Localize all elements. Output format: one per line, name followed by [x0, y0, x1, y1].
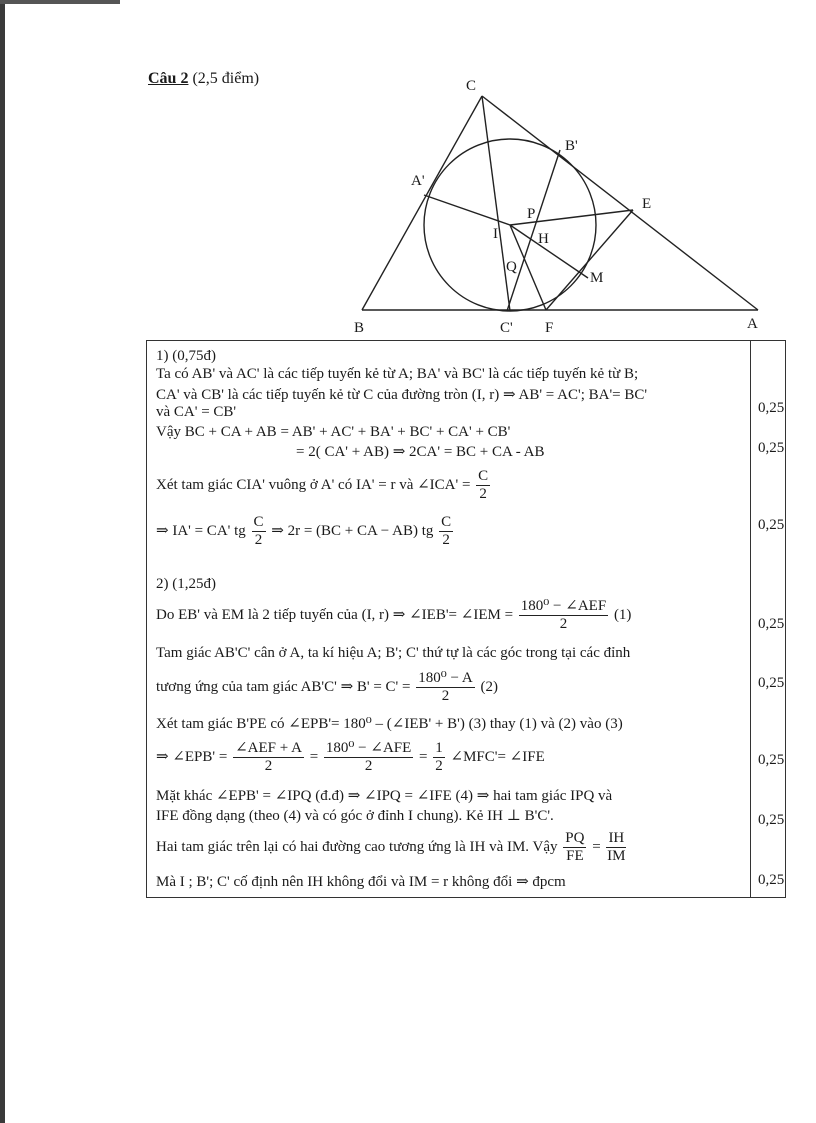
equals-sign: =: [309, 748, 319, 765]
part2-line5: [156, 740, 545, 775]
part2-line3: [156, 670, 498, 705]
points-column-divider: [750, 340, 751, 897]
score-point: 0,25: [758, 872, 785, 888]
part1-line5: = 2( CA' + AB) ⇒ 2CA' = BC + CA - AB: [296, 444, 545, 460]
side-ca: [482, 96, 758, 310]
fraction-180-minus-afe: [324, 740, 413, 775]
fraction-denominator: 2: [364, 758, 373, 774]
part1-line6-text: Xét tam giác CIA' vuông ở A' có IA' = r và ∠ICA' =: [156, 476, 471, 493]
fraction-c-over-2: [439, 514, 453, 549]
part2-line9: Mà I ; B'; C' cố định nên IH không đổi và IM = r không đổi ⇒ đpcm: [156, 874, 566, 890]
fraction-numerator: C: [478, 468, 489, 484]
part2-header: 2) (1,25đ): [156, 576, 216, 592]
fraction-ih-im: [606, 830, 626, 865]
part1-line3: và CA' = CB': [156, 404, 237, 420]
equals-sign: =: [592, 838, 601, 855]
part1-line7: [156, 514, 455, 549]
fraction-aef-plus-a: [233, 740, 304, 775]
part2-line3-text: tương ứng của tam giác AB'C' ⇒ B' = C' =: [156, 678, 411, 695]
part2-line1: [156, 598, 631, 633]
fraction-numerator: 180⁰ − ∠AEF: [520, 598, 607, 614]
score-point: 0,25: [758, 616, 785, 632]
part2-line5-text: ⇒ ∠EPB' =: [156, 748, 228, 765]
label-m: M: [590, 270, 604, 286]
equation-ref: (1): [613, 606, 632, 623]
part2-line7: IFE đồng dạng (theo (4) và có góc ở đỉnh I chung). Kẻ IH ⊥ B'C'.: [156, 808, 554, 824]
fraction-denominator: 2: [264, 758, 273, 774]
part1-line1: Ta có AB' và AC' là các tiếp tuyến kẻ từ A; BA' và BC' là các tiếp tuyến kẻ từ B;: [156, 366, 639, 382]
fraction-denominator: 2: [479, 486, 487, 502]
fraction-denominator: 2: [441, 688, 450, 704]
segment-c-c1: [482, 96, 510, 311]
geometry-figure: [340, 60, 780, 340]
fraction-denominator: 2: [442, 532, 450, 548]
fraction-pq-fe: [563, 830, 586, 865]
equation-ref: (2): [480, 678, 498, 695]
label-a1: A': [411, 173, 425, 189]
fraction-c-over-2: [252, 514, 266, 549]
fraction-denominator: FE: [566, 848, 584, 864]
part2-line8: [156, 830, 628, 865]
score-point: 0,25: [758, 517, 785, 533]
fraction-denominator: IM: [607, 848, 626, 864]
score-point: 0,25: [758, 440, 785, 456]
score-point: 0,25: [758, 752, 785, 768]
label-h: H: [538, 231, 549, 247]
part2-line8-text: Hai tam giác trên lại có hai đường cao tương ứng là IH và IM. Vậy: [156, 838, 558, 855]
fraction-numerator: PQ: [565, 830, 585, 846]
label-p: P: [527, 206, 536, 222]
scan-top-mark: [0, 0, 120, 4]
fraction-numerator: 180⁰ − A: [418, 670, 473, 686]
fraction-numerator: IH: [608, 830, 625, 846]
part2-line6: Mặt khác ∠EPB' = ∠IPQ (đ.đ) ⇒ ∠IPQ = ∠IFE (4) ⇒ hai tam giác IPQ và: [156, 788, 613, 804]
part2-line1-text: Do EB' và EM là 2 tiếp tuyến của (I, r) ⇒ ∠IEB'= ∠IEM =: [156, 606, 514, 623]
part1-line2: CA' và CB' là các tiếp tuyến kẻ từ C của đường tròn (I, r) ⇒ AB' = AC'; BA'= BC': [156, 387, 648, 403]
fraction-angle-aef: [519, 598, 608, 633]
fraction-numerator: 180⁰ − ∠AFE: [325, 740, 412, 756]
part2-line4: Xét tam giác B'PE có ∠EPB'= 180⁰ – (∠IEB' + B') (3) thay (1) và (2) vào (3): [156, 716, 623, 732]
question-heading: [148, 70, 259, 88]
label-b1: B': [565, 138, 578, 154]
scan-edge: [0, 0, 5, 1123]
score-point: 0,25: [758, 812, 785, 828]
label-a: A: [747, 316, 758, 332]
part2-line2: Tam giác AB'C' cân ở A, ta kí hiệu A; B'; C' thứ tự là các góc trong tại các đỉnh: [156, 645, 631, 661]
label-e: E: [642, 196, 652, 212]
fraction-c-over-2: [476, 468, 490, 503]
part1-header: 1) (0,75đ): [156, 348, 216, 364]
label-q: Q: [506, 259, 517, 275]
label-c1: C': [500, 320, 513, 336]
fraction-numerator: C: [441, 514, 452, 530]
question-title: Câu 2: [148, 70, 189, 87]
fraction-numerator: C: [253, 514, 264, 530]
fraction-numerator: ∠AEF + A: [235, 740, 302, 756]
score-point: 0,25: [758, 675, 785, 691]
part1-line6: [156, 468, 492, 503]
fraction-180-minus-a: [416, 670, 474, 705]
part1-line7-text-b: ⇒ 2r = (BC + CA − AB) tg: [271, 522, 434, 539]
question-points: (2,5 điểm): [192, 70, 260, 87]
side-cb: [362, 96, 482, 310]
segment-b1-c1: [507, 150, 560, 311]
equals-sign: =: [419, 748, 428, 765]
fraction-denominator: 2: [254, 532, 263, 548]
fraction-denominator: 2: [559, 616, 568, 632]
label-i: I: [493, 226, 498, 242]
fraction-one-half: [433, 740, 445, 775]
part1-line7-text-a: ⇒ IA' = CA' tg: [156, 522, 246, 539]
label-c: C: [466, 78, 477, 94]
part2-line5-post: ∠MFC'= ∠IFE: [450, 748, 545, 765]
part1-line4: Vậy BC + CA + AB = AB' + AC' + BA' + BC' + CA' + CB': [156, 424, 511, 440]
fraction-denominator: 2: [435, 758, 443, 774]
label-f: F: [545, 320, 554, 336]
fraction-numerator: 1: [435, 740, 443, 756]
score-point: 0,25: [758, 400, 785, 416]
label-b: B: [354, 320, 365, 336]
segment-e-f: [546, 210, 633, 310]
